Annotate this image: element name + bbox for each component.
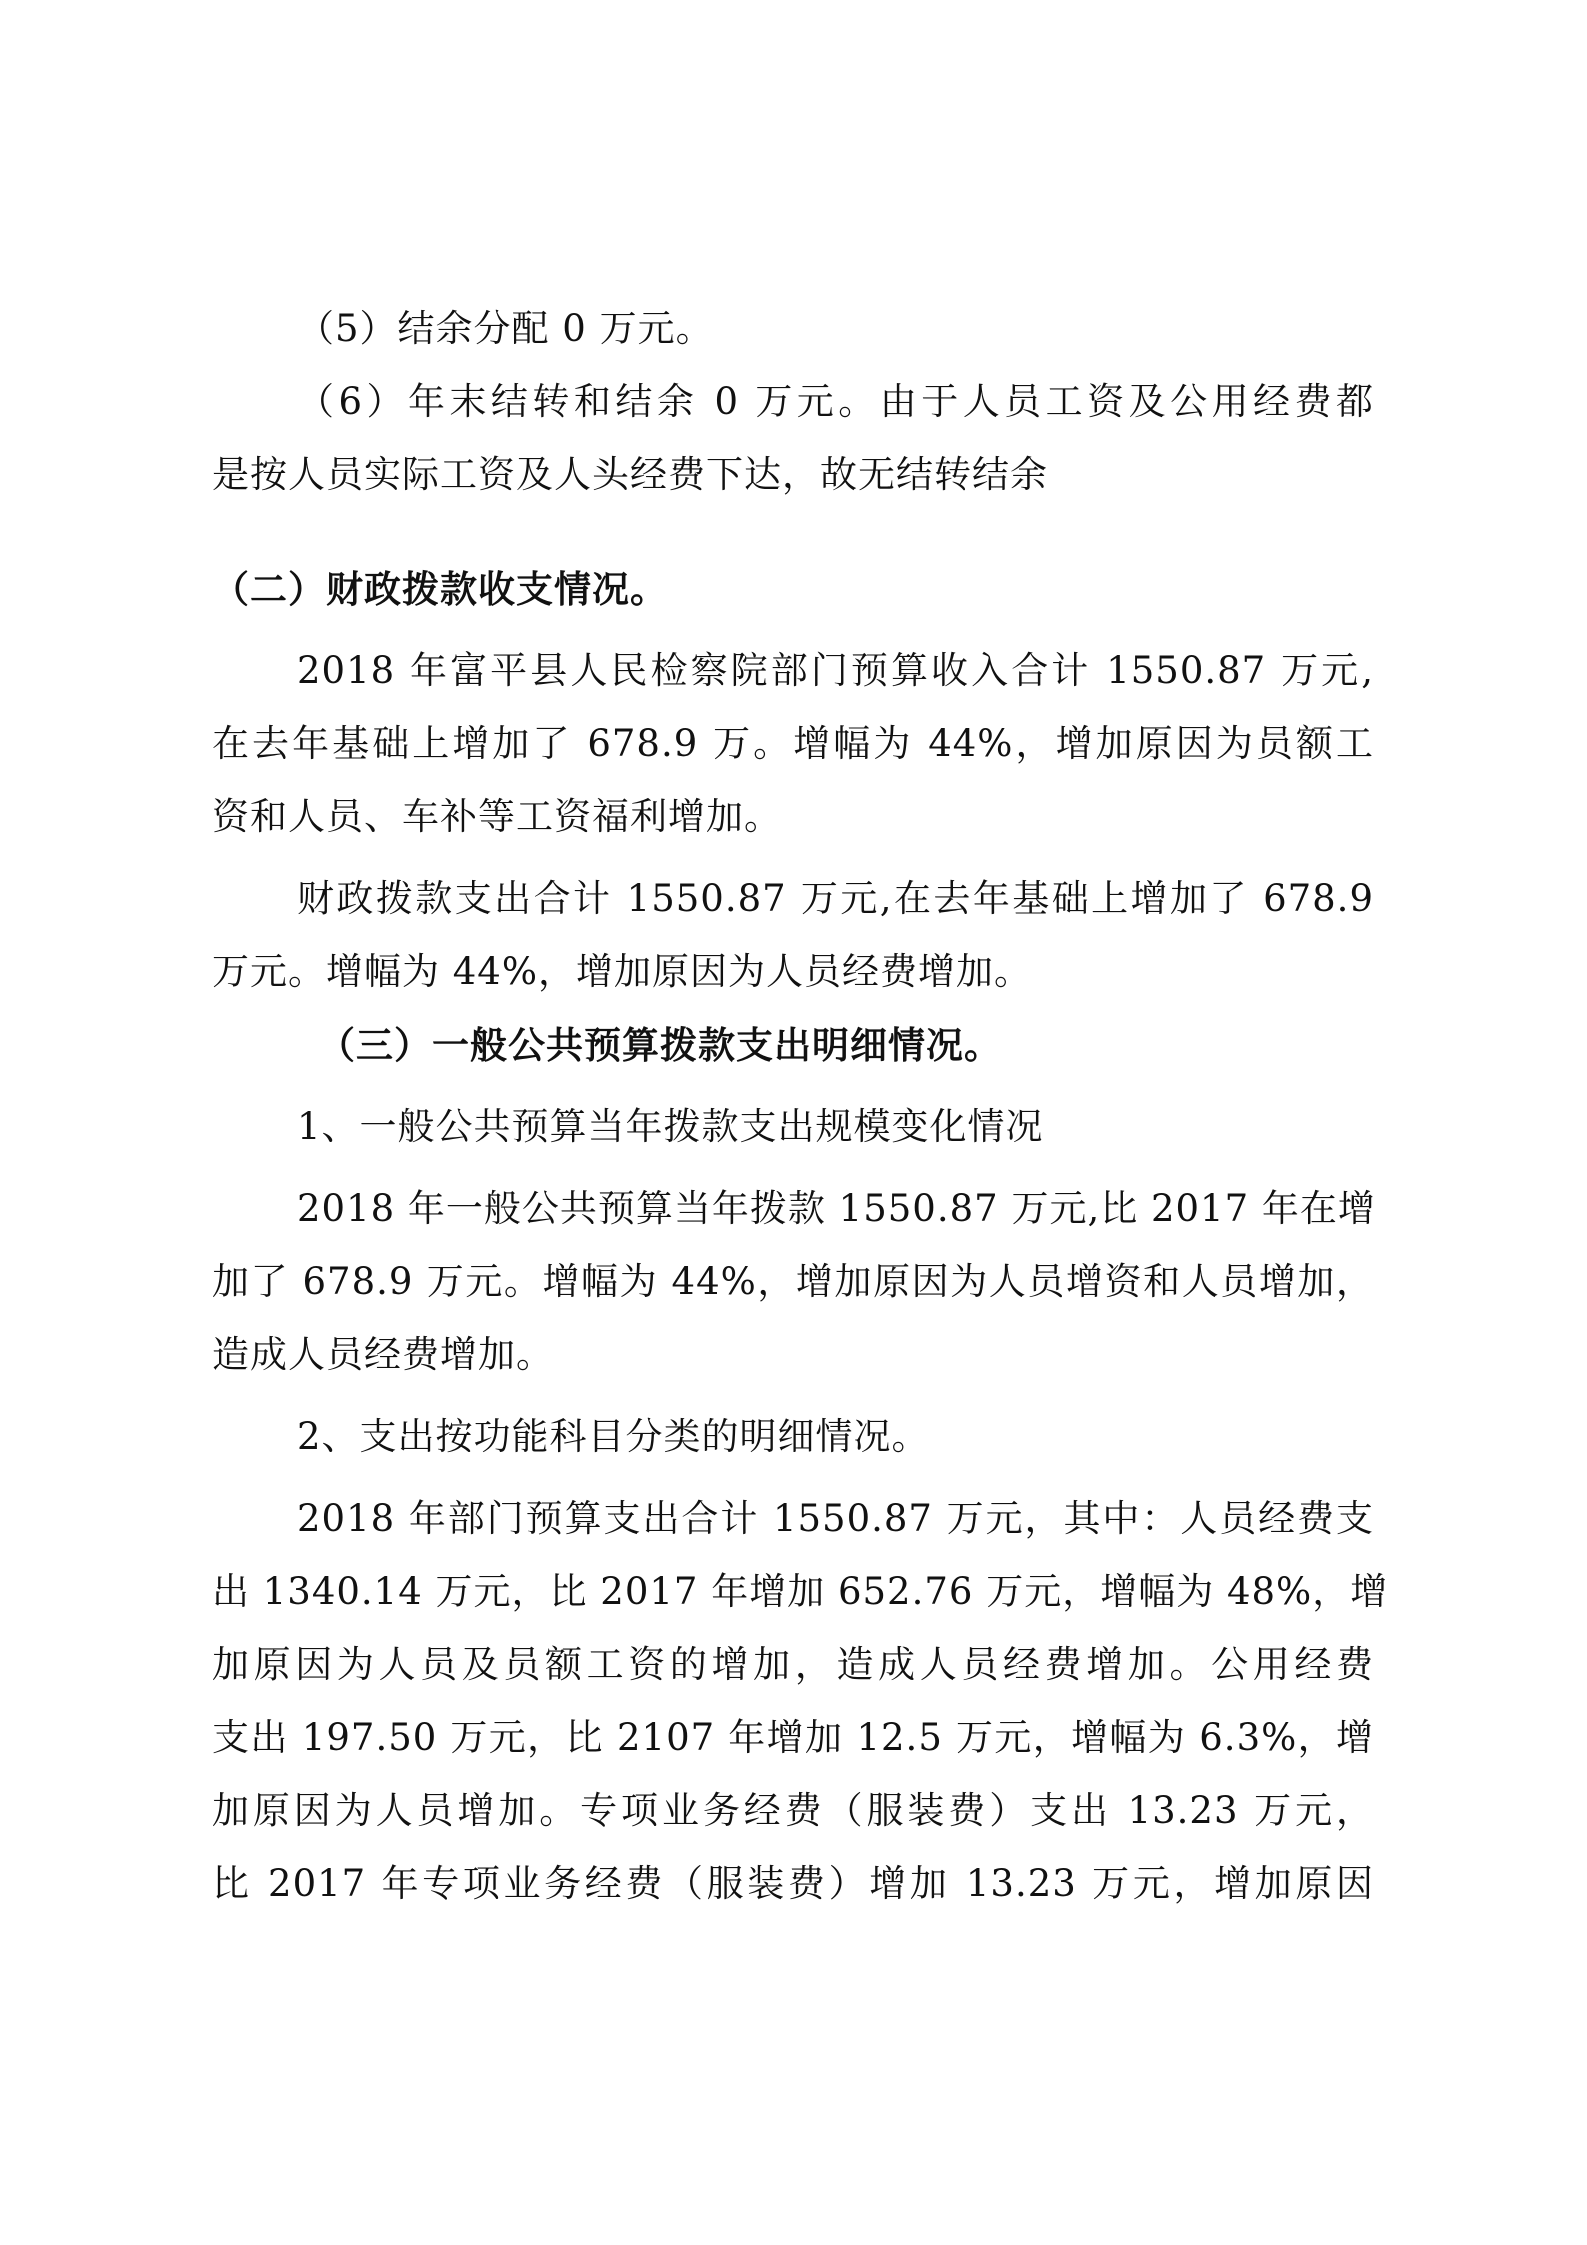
text-line: 出 1340.14 万元，比 2017 年增加 652.76 万元，增幅为 48%，增: [212, 1570, 1389, 1613]
section-heading: （三）一般公共预算拨款支出明细情况。: [318, 1023, 1002, 1067]
text-line: 加原因为人员增加。专项业务经费（服装费）支出 13.23 万元，: [212, 1789, 1374, 1832]
text-line: 2018 年富平县人民检察院部门预算收入合计 1550.87 万元,: [297, 649, 1374, 692]
section-heading: （二）财政拨款收支情况。: [212, 567, 668, 611]
text-line: 2018 年部门预算支出合计 1550.87 万元，其中：人员经费支: [297, 1497, 1374, 1540]
text-line: 支出 197.50 万元，比 2107 年增加 12.5 万元，增幅为 6.3%，增: [212, 1716, 1374, 1759]
subheading: 1、一般公共预算当年拨款支出规模变化情况: [297, 1105, 1044, 1148]
text-line: 加了 678.9 万元。增幅为 44%，增加原因为人员增资和人员增加，: [212, 1260, 1374, 1303]
subheading: 2、支出按功能科目分类的明细情况。: [297, 1415, 930, 1458]
text-line: 比 2017 年专项业务经费（服装费）增加 13.23 万元，增加原因: [212, 1862, 1374, 1905]
text-line: 资和人员、车补等工资福利增加。: [212, 795, 782, 838]
text-line: 在去年基础上增加了 678.9 万。增幅为 44%，增加原因为员额工: [212, 722, 1374, 765]
text-line: 财政拨款支出合计 1550.87 万元,在去年基础上增加了 678.9: [297, 877, 1374, 920]
text-line: 造成人员经费增加。: [212, 1333, 554, 1376]
text-line: 万元。增幅为 44%，增加原因为人员经费增加。: [212, 950, 1032, 993]
text-line: （6）年末结转和结余 0 万元。由于人员工资及公用经费都: [297, 380, 1374, 423]
text-line: 是按人员实际工资及人头经费下达，故无结转结余: [212, 453, 1048, 496]
text-line: 2018 年一般公共预算当年拨款 1550.87 万元,比 2017 年在增: [297, 1187, 1376, 1230]
text-line: 加原因为人员及员额工资的增加，造成人员经费增加。公用经费: [212, 1643, 1374, 1686]
text-line: （5）结余分配 0 万元。: [297, 307, 714, 350]
